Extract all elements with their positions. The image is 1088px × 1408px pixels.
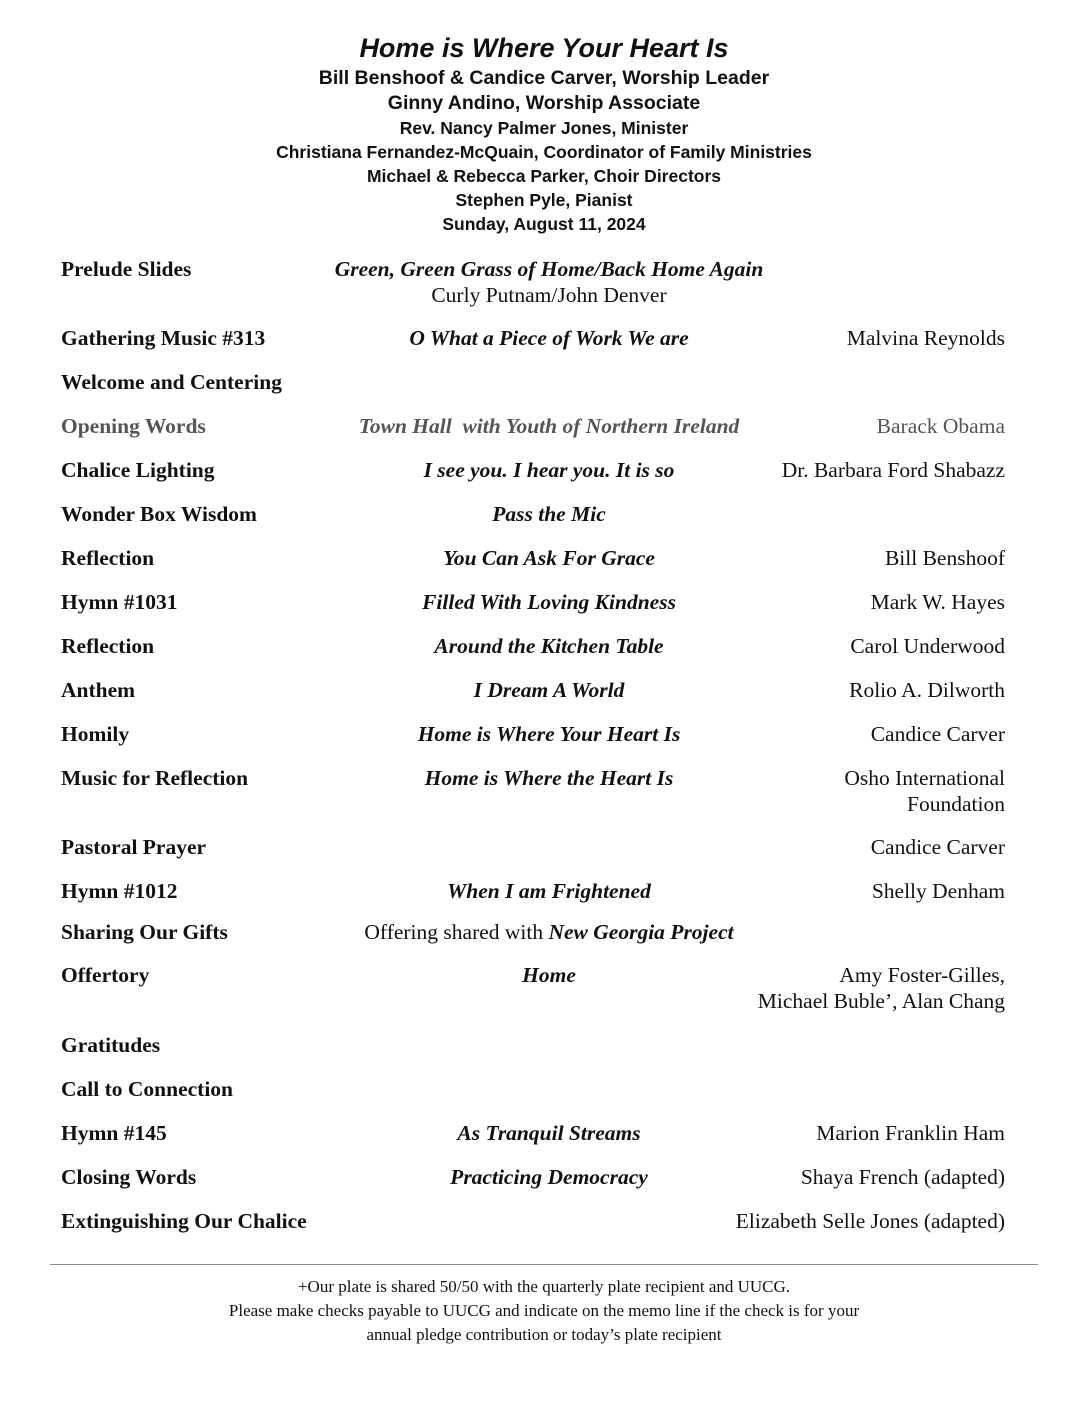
item-author [844,765,1005,817]
item-label: Sharing Our Gifts [61,920,228,944]
item-piece-title: Green, Green Grass of Home/Back Home Again [334,257,764,281]
item-label: Closing Words [61,1165,197,1189]
item-author: Shelly Denham [871,879,1005,903]
service-item [0,589,1088,633]
footer-note [0,1275,1088,1347]
item-piece-composers: Curly Putnam/John Denver [431,283,667,307]
item-author [758,962,1005,1014]
item-author: Bill Benshoof [884,546,1005,570]
item-label: Prelude Slides [61,257,192,281]
service-item [0,677,1088,721]
minister-line: Rev. Nancy Palmer Jones, Minister [399,118,689,138]
item-author: Elizabeth Selle Jones (adapted) [735,1209,1005,1233]
service-item [0,878,1088,922]
item-author: Marion Franklin Ham [816,1121,1005,1145]
worship-associate-line: Ginny Andino, Worship Associate [387,92,701,114]
item-piece: You Can Ask For Grace [443,546,655,570]
service-item [0,501,1088,545]
item-author: Shaya French (adapted) [800,1165,1005,1189]
item-author: Dr. Barbara Ford Shabazz [781,458,1005,482]
item-label: Welcome and Centering [61,370,282,394]
item-piece: Town Hall with Youth of Northern Ireland [358,414,740,438]
service-item [0,1120,1088,1164]
service-header [0,30,1088,236]
footer-line: annual pledge contribution or today’s plate recipient [366,1325,722,1344]
pianist-line: Stephen Pyle, Pianist [455,190,633,210]
item-label: Offertory [61,963,150,987]
item-author: Candice Carver [870,835,1005,859]
item-label: Hymn #1012 [61,879,178,903]
service-item [0,325,1088,369]
item-piece: I see you. I hear you. It is so [423,458,675,482]
item-piece [335,256,764,308]
item-label: Opening Words [61,414,206,438]
item-author-line: Osho International [844,766,1005,790]
service-item [0,1076,1088,1120]
item-piece: Around the Kitchen Table [434,634,664,658]
service-date: Sunday, August 11, 2024 [442,214,646,234]
item-author: Candice Carver [870,722,1005,746]
footer-line: +Our plate is shared 50/50 with the quarterly plate recipient and UUCG. [297,1277,791,1296]
item-piece: As Tranquil Streams [457,1121,641,1145]
offering-recipient: New Georgia Project [548,920,734,944]
item-author: Mark W. Hayes [870,590,1005,614]
item-piece: O What a Piece of Work We are [409,326,689,350]
service-item [0,919,1088,963]
item-label: Anthem [61,678,136,702]
item-author: Carol Underwood [850,634,1005,658]
service-item [0,721,1088,765]
item-piece: Pass the Mic [492,502,606,526]
item-label: Hymn #1031 [61,590,178,614]
choir-directors-line: Michael & Rebecca Parker, Choir Directors [366,166,722,186]
service-item [0,457,1088,501]
service-item [0,1164,1088,1208]
family-ministries-line: Christiana Fernandez-McQuain, Coordinator of Family Ministries [276,142,812,162]
item-piece [364,919,733,945]
item-author-line: Michael Buble’, Alan Chang [757,989,1005,1013]
item-author-line: Foundation [907,792,1005,816]
item-piece: When I am Frightened [447,879,651,903]
item-label: Chalice Lighting [61,458,215,482]
item-label: Extinguishing Our Chalice [61,1209,307,1233]
item-label: Homily [61,722,130,746]
item-author: Malvina Reynolds [846,326,1005,350]
item-author: Rolio A. Dilworth [849,678,1005,702]
item-piece: Home is Where the Heart Is [424,766,674,790]
service-title: Home is Where Your Heart Is [359,33,729,63]
offering-prefix: Offering shared with [364,920,549,944]
item-piece: Home is Where Your Heart Is [417,722,681,746]
worship-leader-line: Bill Benshoof & Candice Carver, Worship Leader [318,67,770,89]
service-item [0,1032,1088,1076]
item-label: Gathering Music #313 [61,326,266,350]
item-piece: Home [522,963,576,987]
item-piece: Practicing Democracy [450,1165,648,1189]
item-piece: I Dream A World [473,678,625,702]
service-item [0,369,1088,413]
item-label: Reflection [61,546,155,570]
item-author-line: Amy Foster-Gilles, [839,963,1005,987]
service-item [0,545,1088,589]
item-author: Barack Obama [876,414,1005,438]
footer-divider [50,1264,1038,1265]
item-label: Music for Reflection [61,766,249,790]
item-piece: Filled With Loving Kindness [422,590,676,614]
item-label: Gratitudes [61,1033,161,1057]
service-item [0,834,1088,878]
service-item [0,256,1088,307]
service-item [0,633,1088,677]
service-item [0,765,1088,816]
service-item [0,1208,1088,1252]
service-item [0,413,1088,457]
item-label: Reflection [61,634,155,658]
item-label: Pastoral Prayer [61,835,207,859]
item-label: Hymn #145 [61,1121,167,1145]
item-label: Call to Connection [61,1077,233,1101]
footer-line: Please make checks payable to UUCG and indicate on the memo line if the check is for your [228,1301,860,1320]
item-label: Wonder Box Wisdom [61,502,257,526]
service-item [0,962,1088,1013]
